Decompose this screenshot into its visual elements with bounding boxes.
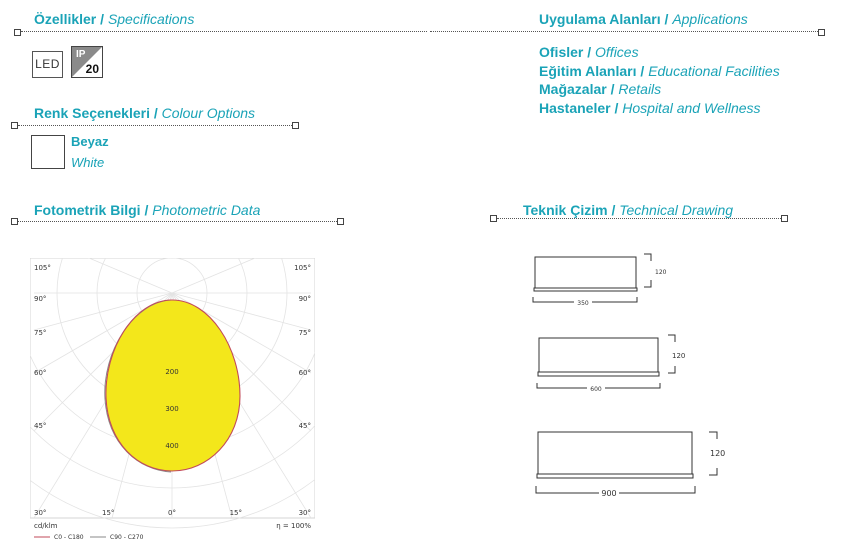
specifications-separator: / xyxy=(100,11,105,27)
angle-label-left: 45° xyxy=(34,422,47,430)
applications-title-tr: Uygulama Alanları xyxy=(539,11,661,27)
photometric-polar-diagram xyxy=(30,258,315,548)
application-item-tr: Mağazalar xyxy=(539,81,607,97)
technical-title-tr: Teknik Çizim xyxy=(523,202,608,218)
angle-label-bottom: 30° xyxy=(298,509,311,517)
technical-drawing-600 xyxy=(537,335,675,388)
applications-title xyxy=(539,11,748,27)
colour-option-en: White xyxy=(71,155,105,170)
unit-label: cd/klm xyxy=(34,522,58,530)
application-item-tr: Eğitim Alanları xyxy=(539,63,637,79)
technical-title xyxy=(523,202,733,218)
dimension-width-label: 350 xyxy=(577,300,589,307)
efficiency-label: η = 100% xyxy=(276,522,311,530)
application-item-separator: / xyxy=(640,63,645,79)
colour-options-marker-right xyxy=(292,122,299,129)
dimension-height-label: 120 xyxy=(710,449,726,458)
dimension-width-label: 600 xyxy=(590,386,602,393)
angle-label-bottom: 15° xyxy=(229,509,242,517)
led-badge xyxy=(32,51,63,78)
colour-options-title-tr: Renk Seçenekleri xyxy=(34,105,150,121)
intensity-value-label: 300 xyxy=(165,405,179,413)
angle-label-right: 90° xyxy=(298,295,311,303)
dimension-height-label: 120 xyxy=(672,352,686,360)
angle-label-right: 75° xyxy=(298,329,311,337)
application-item-separator: / xyxy=(614,100,619,116)
specifications-title xyxy=(34,11,194,27)
angle-label-right: 60° xyxy=(298,369,311,377)
photometric-marker-right xyxy=(337,218,344,225)
ip-label: IP xyxy=(76,49,86,60)
photometric-title-en: Photometric Data xyxy=(152,202,261,218)
ip20-badge xyxy=(71,46,103,78)
application-item-tr: Ofisler xyxy=(539,44,584,60)
dimension-width-label: 900 xyxy=(601,489,617,498)
application-item-separator: / xyxy=(587,44,592,60)
technical-marker-left xyxy=(490,215,497,222)
intensity-value-label: 200 xyxy=(165,368,179,376)
technical-drawing-900 xyxy=(536,432,717,493)
colour-option-tr: Beyaz xyxy=(71,134,109,149)
application-item-tr: Hastaneler xyxy=(539,100,611,116)
legend-c90-label: C90 - C270 xyxy=(110,534,144,541)
angle-label-right: 45° xyxy=(298,422,311,430)
application-item-separator: / xyxy=(610,81,615,97)
angle-label-left: 75° xyxy=(34,329,47,337)
specifications-title-en: Specifications xyxy=(107,11,195,27)
application-item-en: Offices xyxy=(595,44,639,60)
colour-options-marker-left xyxy=(11,122,18,129)
applications-marker-right xyxy=(818,29,825,36)
specifications-marker-left xyxy=(14,29,21,36)
application-item-en: Retails xyxy=(618,81,662,97)
technical-separator: / xyxy=(611,202,616,218)
application-item-en: Educational Facilities xyxy=(648,63,780,79)
technical-marker-right xyxy=(781,215,788,222)
technical-title-en: Technical Drawing xyxy=(619,202,734,218)
specifications-title-tr: Özellikler xyxy=(34,11,97,27)
intensity-value-label: 400 xyxy=(165,442,179,450)
ip-rating-label: 20 xyxy=(85,62,99,76)
angle-label-bottom: 0° xyxy=(168,509,176,517)
legend-c0-label: C0 - C180 xyxy=(54,534,84,541)
technical-drawings xyxy=(525,250,735,500)
application-item-offices xyxy=(539,44,639,60)
applications-title-en: Applications xyxy=(672,11,748,27)
angle-label-right: 105° xyxy=(294,264,311,272)
photometric-title-tr: Fotometrik Bilgi xyxy=(34,202,141,218)
applications-separator: / xyxy=(664,11,669,27)
photometric-divider xyxy=(18,221,337,222)
application-item-hospital xyxy=(539,100,761,116)
white-colour-swatch xyxy=(31,135,65,169)
technical-divider xyxy=(497,218,781,219)
angle-label-left: 60° xyxy=(34,369,47,377)
angle-label-left: 105° xyxy=(34,264,51,272)
applications-divider xyxy=(430,31,818,32)
dimension-height-label: 120 xyxy=(655,269,667,276)
specifications-divider xyxy=(21,31,427,32)
application-item-retails xyxy=(539,81,661,97)
photometric-separator: / xyxy=(144,202,149,218)
photometric-title xyxy=(34,202,260,218)
application-item-education xyxy=(539,63,780,79)
colour-options-title-en: Colour Options xyxy=(161,105,256,121)
colour-options-divider xyxy=(18,125,292,126)
colour-options-title xyxy=(34,105,255,121)
colour-options-separator: / xyxy=(153,105,158,121)
photometric-marker-left xyxy=(11,218,18,225)
application-item-en: Hospital and Wellness xyxy=(622,100,761,116)
angle-label-bottom: 15° xyxy=(102,509,115,517)
angle-label-left: 90° xyxy=(34,295,47,303)
technical-drawing-350 xyxy=(533,254,651,302)
angle-label-bottom: 30° xyxy=(34,509,47,517)
led-badge-label: LED xyxy=(35,57,60,71)
